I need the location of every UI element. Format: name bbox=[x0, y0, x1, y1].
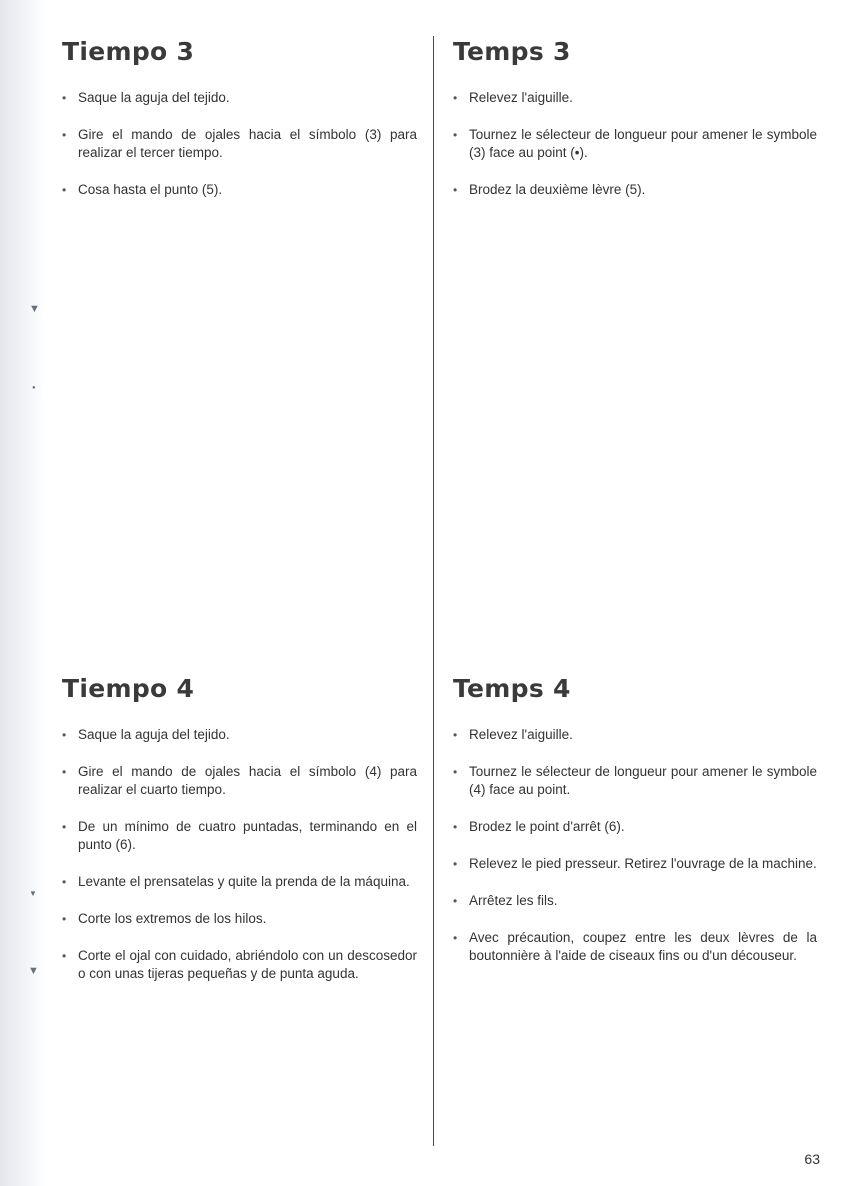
list-item: • Brodez le point d'arrêt (6). bbox=[453, 818, 817, 836]
list-item: • De un mínimo de cuatro puntadas, terminando en el punto (6). bbox=[62, 818, 417, 854]
section-title: Tiempo 3 bbox=[62, 37, 195, 66]
list-item: • Gire el mando de ojales hacia el símbolo (3) para realizar el tercer tiempo. bbox=[62, 126, 417, 162]
instruction-list bbox=[453, 726, 817, 965]
section-title: Tiempo 4 bbox=[62, 674, 195, 703]
instruction-list bbox=[62, 726, 417, 983]
list-item: • Corte los extremos de los hilos. bbox=[62, 910, 417, 928]
list-item: • Saque la aguja del tejido. bbox=[62, 726, 417, 744]
list-item: • Relevez l'aiguille. bbox=[453, 726, 817, 744]
list-item: • Tournez le sélecteur de longueur pour amener le symbole (4) face au point. bbox=[453, 763, 817, 799]
scan-speck: ● bbox=[32, 385, 36, 391]
scan-speck: ▼ bbox=[29, 889, 37, 898]
column-divider bbox=[433, 36, 434, 1146]
scan-edge-shadow bbox=[0, 0, 46, 1186]
section-title: Temps 3 bbox=[453, 37, 571, 66]
section-tiempo-3 bbox=[62, 37, 417, 218]
scan-speck: ▼ bbox=[29, 303, 40, 315]
list-item: • Levante el prensatelas y quite la prenda de la máquina. bbox=[62, 873, 417, 891]
section-tiempo-4 bbox=[62, 674, 417, 1002]
scan-speck: ▼ bbox=[28, 965, 39, 977]
instruction-list bbox=[62, 89, 417, 199]
list-item: • Tournez le sélecteur de longueur pour amener le symbole (3) face au point (•). bbox=[453, 126, 817, 162]
list-item: • Relevez le pied presseur. Retirez l'ouvrage de la machine. bbox=[453, 855, 817, 873]
list-item: • Cosa hasta el punto (5). bbox=[62, 181, 417, 199]
section-temps-4 bbox=[453, 674, 817, 984]
page-number: 63 bbox=[804, 1151, 820, 1167]
section-temps-3 bbox=[453, 37, 817, 218]
instruction-list bbox=[453, 89, 817, 199]
section-title: Temps 4 bbox=[453, 674, 571, 703]
list-item: • Brodez la deuxième lèvre (5). bbox=[453, 181, 817, 199]
list-item: • Relevez l'aiguille. bbox=[453, 89, 817, 107]
list-item: • Avec précaution, coupez entre les deux lèvres de la boutonnière à l'aide de ciseaux fins ou d'un découseur. bbox=[453, 929, 817, 965]
list-item: • Saque la aguja del tejido. bbox=[62, 89, 417, 107]
list-item: • Arrêtez les fils. bbox=[453, 892, 817, 910]
list-item: • Gire el mando de ojales hacia el símbolo (4) para realizar el cuarto tiempo. bbox=[62, 763, 417, 799]
list-item: • Corte el ojal con cuidado, abriéndolo con un descosedor o con unas tijeras pequeñas y de punta aguda. bbox=[62, 947, 417, 983]
